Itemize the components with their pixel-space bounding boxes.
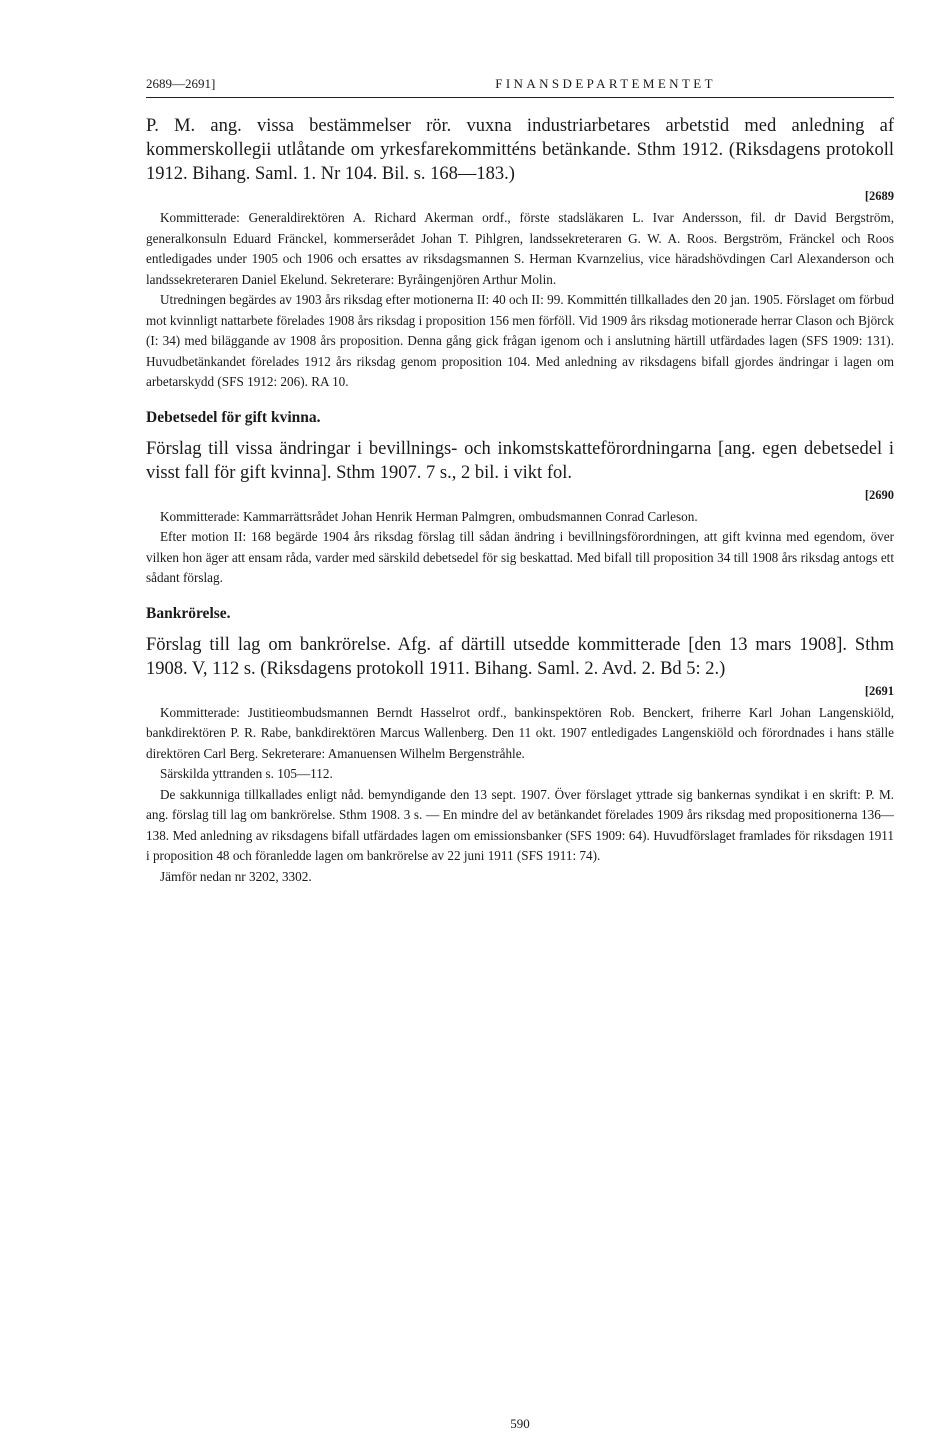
entry-title: Förslag till vissa ändringar i bevillnings- och inkomstskatteförordningarna [ang. egen debetsedel i visst fall för gift kvinna]. Sthm 1907. 7 s., 2 bil. i vikt fol. bbox=[146, 438, 894, 483]
running-head-range: 2689—2691] bbox=[146, 76, 216, 91]
history-paragraph: Efter motion II: 168 begärde 1904 års riksdag förslag till sådan ändring i bevillningsförordningen, att gift kvinna med egendom, över vilken hon äger att ensam råda, varder med särskild debetsedel för sig beskattad. Med bifall till proposition 34 till 1908 års riksdag antogs ett sådant förslag. bbox=[146, 529, 894, 585]
statements-paragraph: Särskilda yttranden s. 105—112. bbox=[160, 766, 333, 781]
running-head-title: FINANSDEPARTEMENTET bbox=[495, 76, 716, 91]
page-body bbox=[146, 76, 894, 1431]
history-paragraph: De sakkunniga tillkallades enligt nåd. bemyndigande den 13 sept. 1907. Över förslaget yttrade sig bankernas syndikat i en skrift: P. M. ang. förslag till lag om bankrörelse. Sthm 1908. 3 s. — En mindre del av betänkandet förelades 1909 års riksdag med propositionerna 136—138. Med anledning av riksdagens bifall utfärdades lagen om emissionsbanker (SFS 1909: 64). Huvudförslaget framlades för riksdagen 1911 i proposition 48 och föranledde lagen om bankrörelse av 22 juni 1911 (SFS 1911: 74). bbox=[146, 786, 894, 863]
entry-2690 bbox=[146, 409, 894, 589]
section-heading: Bankrörelse. bbox=[146, 604, 231, 622]
entry-2691 bbox=[146, 605, 894, 888]
entry-number: [2689 bbox=[864, 189, 894, 203]
page-number: 590 bbox=[510, 1416, 530, 1431]
committee-paragraph: Kommitterade: Generaldirektören A. Richard Akerman ordf., förste stadsläkaren L. Ivar Andersson, fil. dr David Bergström, generalkonsuln Eduard Fränckel, kommerserådet Johan T. Pihlgren, landssekreteraren G. W. A. Roos. Bergström, Fränckel och Roos entledigades under 1905 och 1906 och ersattes av riksdagsmannen S. Herman Kvarnzelius, vice häradshövdingen Carl Alexanderson och landssekreteraren Daniel Ekelund. Sekreterare: Byråingenjören Arthur Molin. bbox=[146, 210, 894, 287]
entry-title: Förslag till lag om bankrörelse. Afg. af därtill utsedde kommitterade [den 13 mars 1908]. Sthm 1908. V, 112 s. (Riksdagens protokoll 1911. Bihang. Saml. 2. Avd. 2. Bd 5: 2.) bbox=[146, 634, 894, 679]
committee-paragraph: Kommitterade: Justitieombudsmannen Berndt Hasselrot ordf., bankinspektören Rob. Benckert, friherre Karl Johan Langenskiöld, bankdirektören P. R. Rabe, bankdirektören Marcus Wallenberg. Den 11 okt. 1907 entledigades Langenskiöld och förordnades i hans ställe direktören Carl Berg. Sekreterare: Amanuensen Wilhelm Bergenstråhle. bbox=[146, 704, 894, 761]
entry-2689 bbox=[146, 114, 894, 393]
history-paragraph: Utredningen begärdes av 1903 års riksdag efter motionerna II: 40 och II: 99. Kommittén tillkallades den 20 jan. 1905. Förslaget om förbud mot kvinnligt nattarbete förelades 1908 års riksdag i proposition 156 men förföll. Vid 1909 års riksdag motionerade herrar Clason och Björck (I: 34) med biläggande av 1908 års proposition. Denna gång gick frågan igenom och i anslutning härtill utfärdades lagen (SFS 1909: 131). Huvudbetänkandet förelades 1912 års riksdag genom proposition 104. Med anledning av riksdagens bifall gjordes ändringar i lagen om arbetarskydd (SFS 1912: 206). RA 10. bbox=[146, 292, 894, 389]
running-head bbox=[146, 76, 894, 98]
committee-paragraph: Kommitterade: Kammarrättsrådet Johan Henrik Herman Palmgren, ombudsmannen Conrad Carleson. bbox=[160, 508, 698, 524]
cross-reference-paragraph: Jämför nedan nr 3202, 3302. bbox=[160, 868, 312, 884]
section-heading: Debetsedel för gift kvinna. bbox=[146, 408, 321, 426]
entry-number: [2690 bbox=[864, 487, 894, 502]
entry-title: P. M. ang. vissa bestämmelser rör. vuxna industriarbetares arbetstid med anledning af kommerskollegii utlåtande om yrkesfarekommitténs betänkande. Sthm 1912. (Riksdagens protokoll 1912. Bihang. Saml. 1. Nr 104. Bil. s. 168—183.) bbox=[146, 116, 894, 184]
entry-number: [2691 bbox=[864, 683, 894, 698]
